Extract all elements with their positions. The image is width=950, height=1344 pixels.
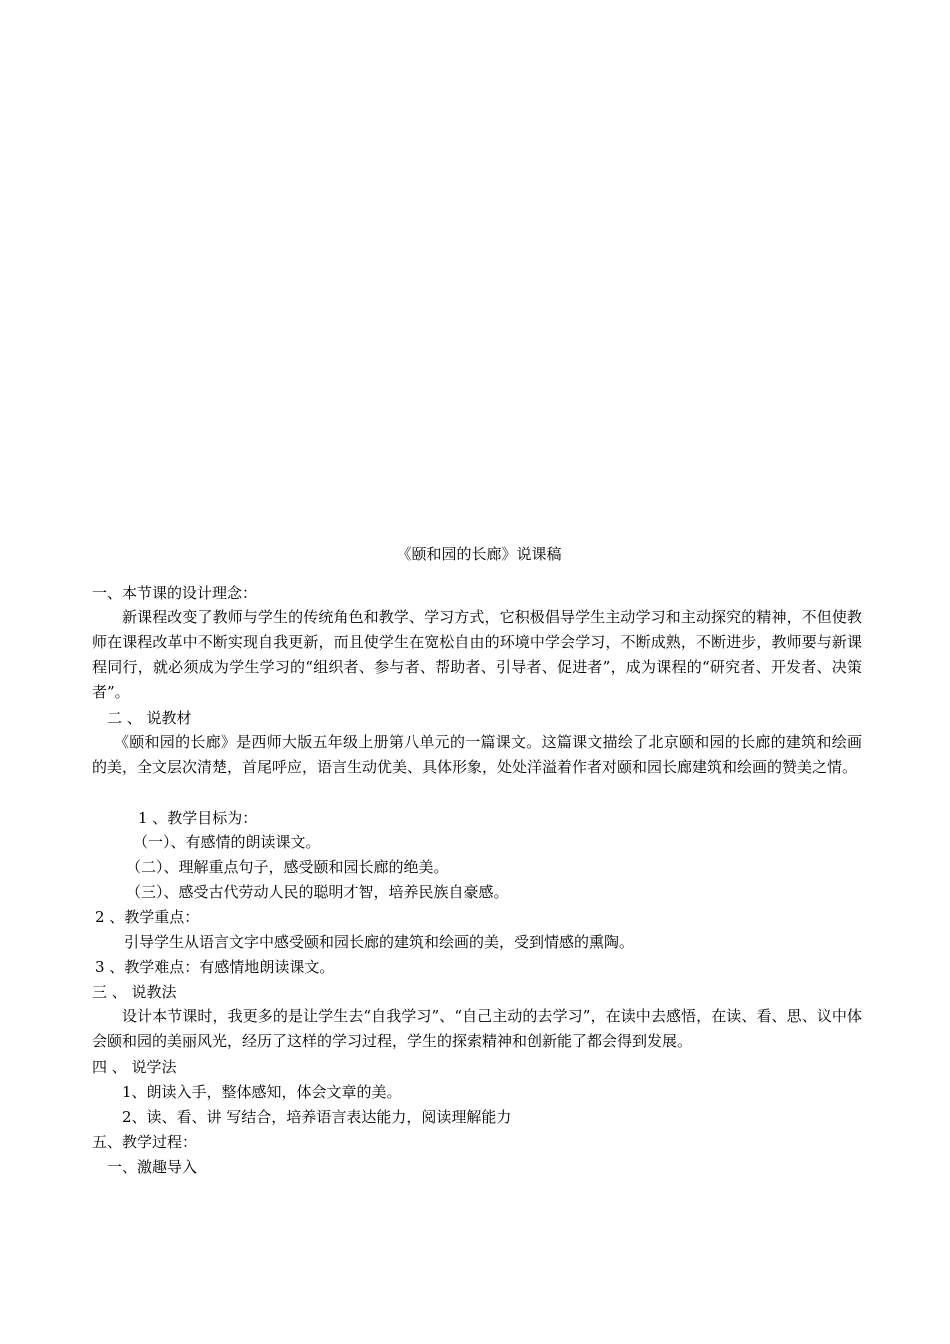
section-1-heading: 一、本节课的设计理念：	[92, 584, 258, 602]
key-points-heading: 2 、教学重点：	[95, 908, 200, 926]
teaching-goals-heading: 1 、教学目标为：	[138, 809, 258, 827]
teaching-goal-item-2: （二）、理解重点句子，感受颐和园长廊的绝美。	[126, 858, 449, 876]
section-2-paragraph: 《颐和园的长廊》是西师大版五年级上册第八单元的一篇课文。这篇课文描绘了北京颐和园的长廊的建筑和绘画的美，全文层次清楚，首尾呼应，语言生动优美、具体形象，处处洋溢着作者对颐和园长廊建筑和绘画的赞美之情。	[92, 733, 862, 776]
teaching-goal-item-1: （一）、有感情的朗读课文。	[133, 833, 321, 851]
section-3-heading: 三 、 说教法	[92, 983, 177, 1001]
section-2-heading: 二 、 说教材	[107, 709, 192, 727]
key-points-text: 引导学生从语言文字中感受颐和园长廊的建筑和绘画的美，受到情感的熏陶。	[124, 933, 635, 951]
section-5-subheading: 一、激趣导入	[107, 1158, 198, 1176]
page-title: 《颐和园的长廊》说课稿	[396, 545, 562, 563]
section-5-heading: 五、教学过程：	[92, 1133, 198, 1151]
teaching-goal-item-3: （三）、感受古代劳动人民的聪明才智，培养民族自豪感。	[126, 883, 509, 901]
study-method-item-1: 1、朗读入手，整体感知，体会文章的美。	[122, 1083, 402, 1101]
difficulty-text: 3 、教学难点：有感情地朗读课文。	[95, 958, 335, 976]
section-4-heading: 四 、 说学法	[92, 1058, 177, 1076]
section-3-paragraph: 设计本节课时，我更多的是让学生去“自我学习”、“自己主动的去学习”，在读中去感悟，在读、看、思、议中体会颐和园的美丽风光，经历了这样的学习过程，学生的探索精神和创新能了都会得到发展。	[92, 1007, 862, 1050]
study-method-item-2: 2、读、看、讲 写结合，培养语言表达能力，阅读理解能力	[122, 1108, 512, 1126]
section-1-paragraph: 新课程改变了教师与学生的传统角色和教学、学习方式，它积极倡导学生主动学习和主动探究的精神，不但使教师在课程改革中不断实现自我更新，而且使学生在宽松自由的环境中学会学习，不断成熟，不断进步，教师要与新课程同行，就必须成为学生学习的“组织者、参与者、帮助者、引导者、促进者”，成为课程的“研究者、开发者、决策者”。	[92, 608, 862, 701]
